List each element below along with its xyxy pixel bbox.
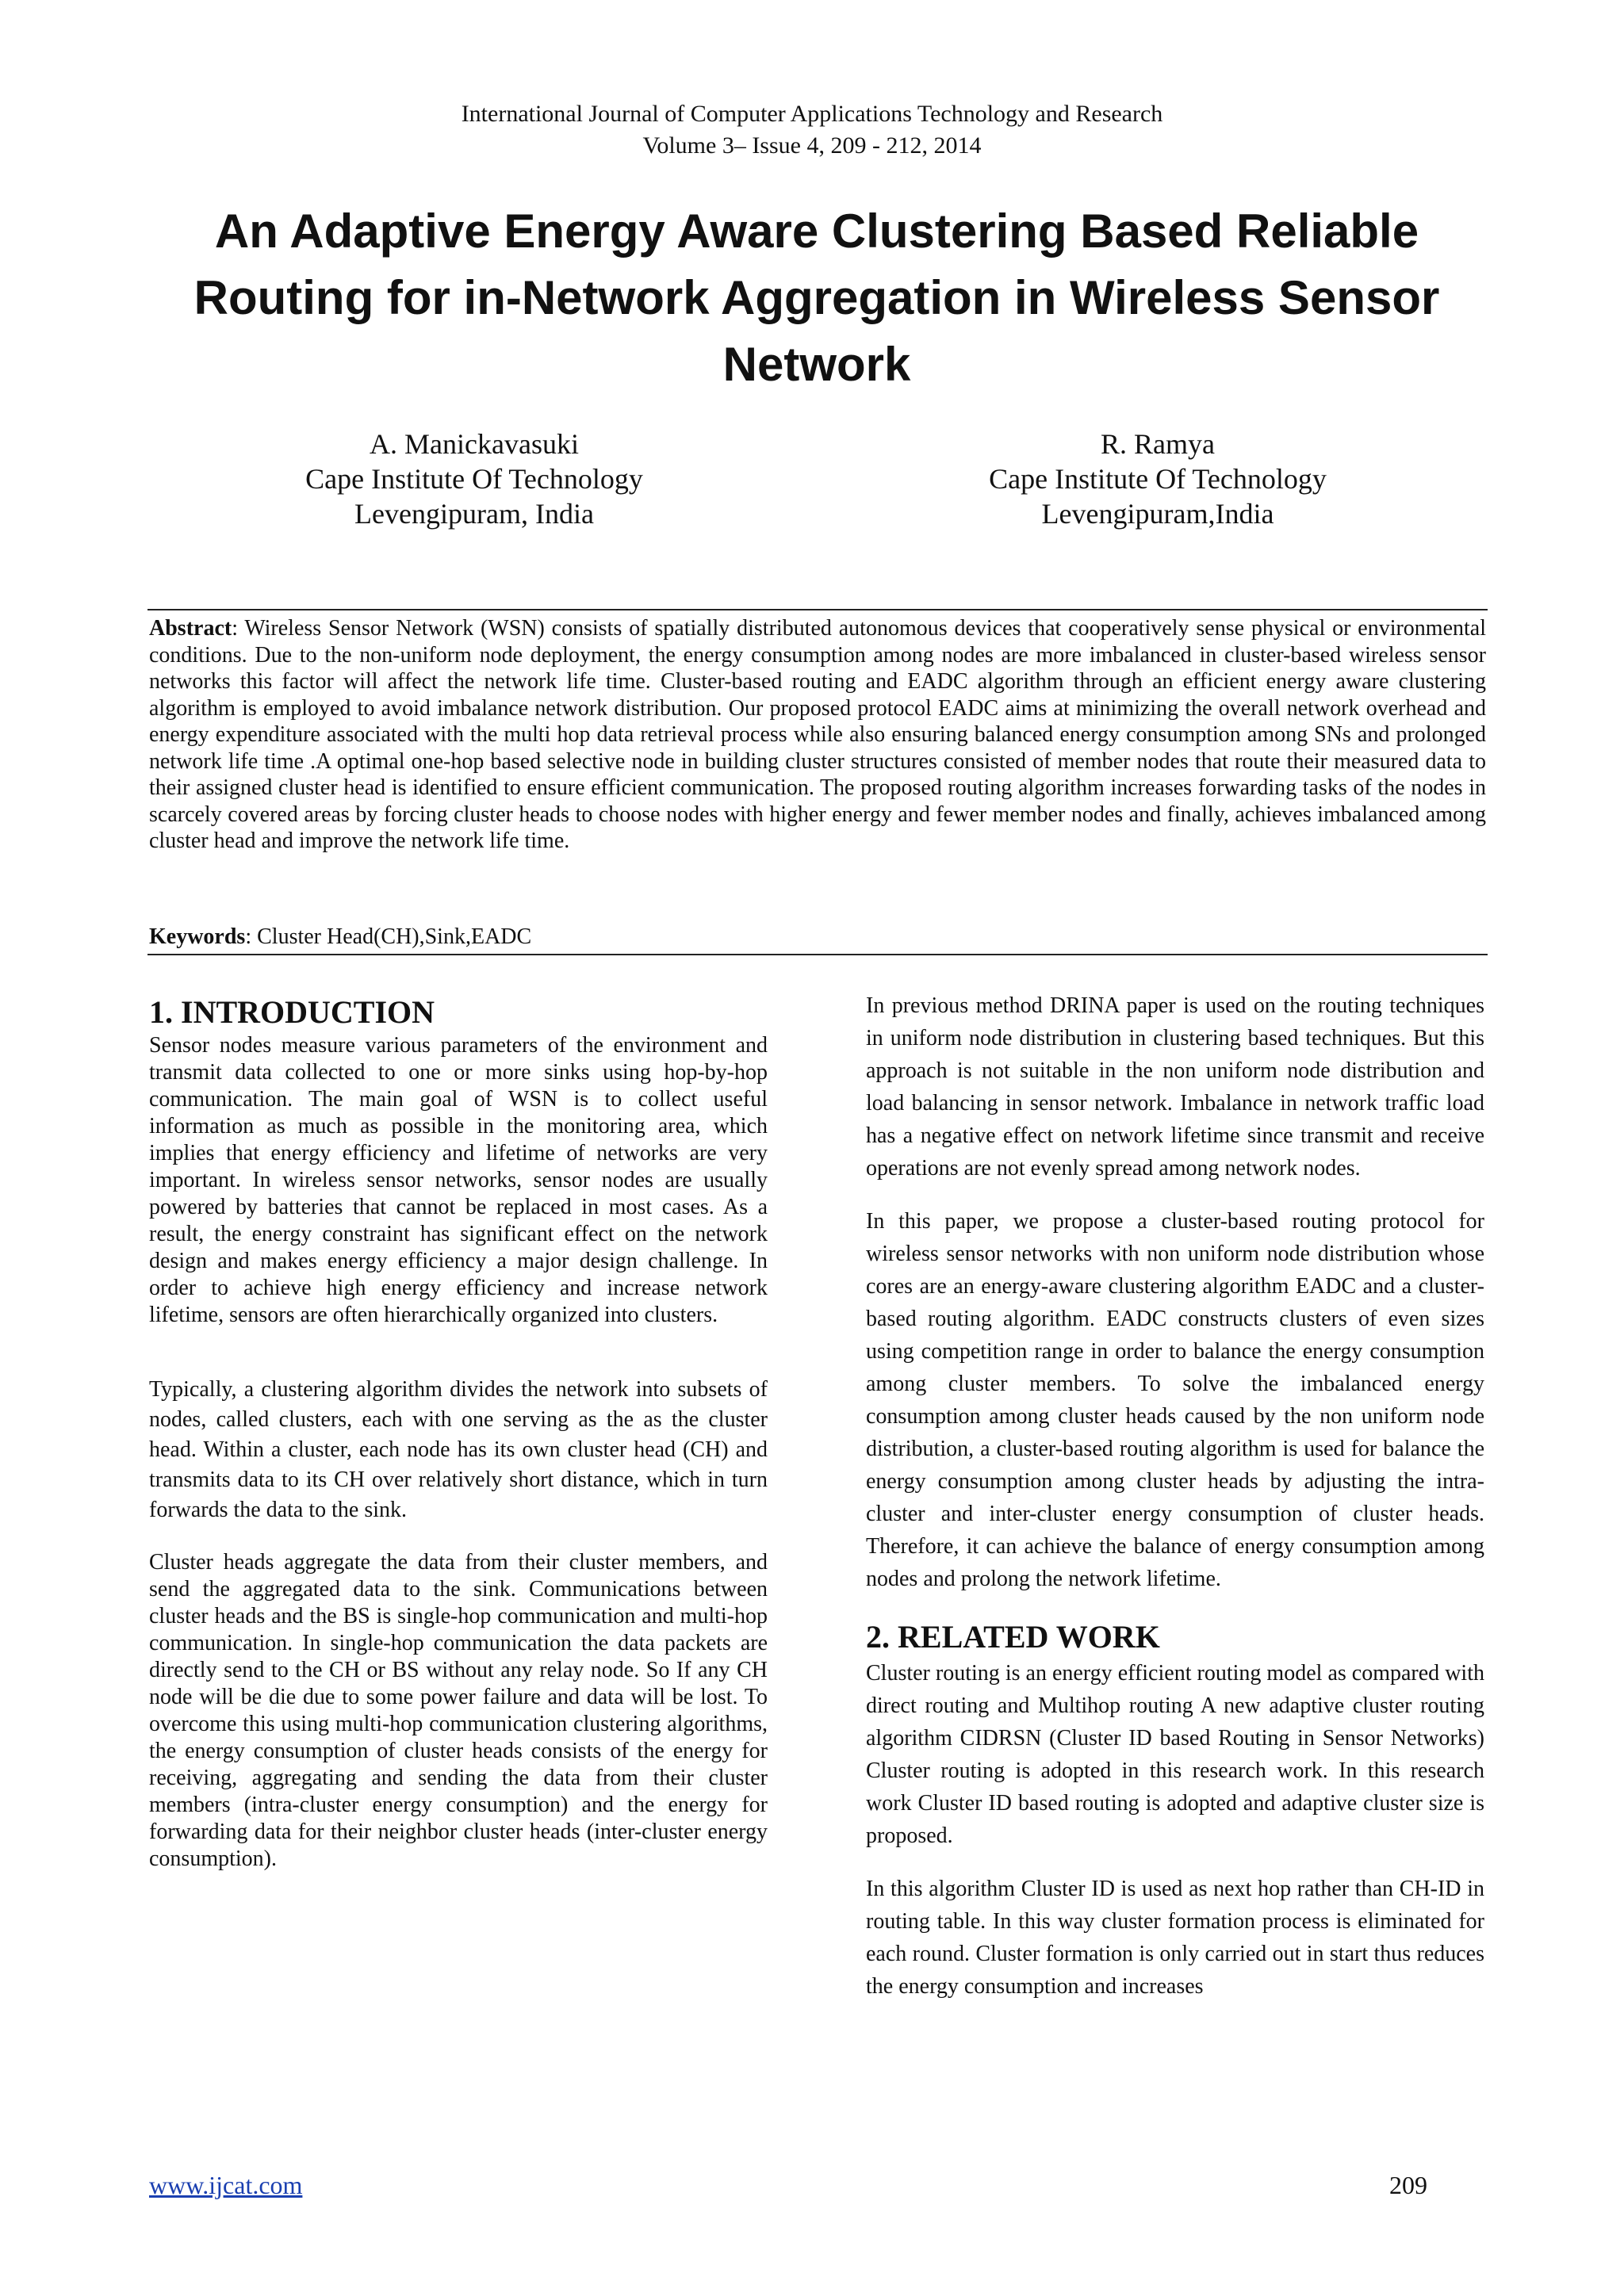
author-name: R. Ramya bbox=[1101, 428, 1215, 460]
page-number: 209 bbox=[1389, 2171, 1427, 2199]
author-location: Levengipuram,India bbox=[1041, 498, 1274, 530]
keywords-text: : Cluster Head(CH),Sink,EADC bbox=[245, 924, 532, 949]
journal-website-link[interactable]: www.ijcat.com bbox=[149, 2171, 303, 2199]
abstract-text: : Wireless Sensor Network (WSN) consists of spatially distributed autonomous devices that cooperatively sense physical or environmental conditions. Due to the non-uniform node deployment, the energy consumption among nodes are more imbalanced in cluster-based wireless sensor networks this factor will affect the network life time. Cluster-based routing and EADC algorithm through an efficient energy aware clustering algorithm is employed to avoid imbalance network distribution. Our proposed protocol EADC aims at minimizing the overall network overhead and energy expenditure associated with the multi hop data retrieval process while also ensuring balanced energy consumption among SNs and prolonged network life time .A optimal one-hop based selective node in building cluster structures consisted of member nodes that route their measured data to their assigned cluster head is identified to ensure efficient communication. The proposed routing algorithm increases forwarding tasks of the nodes in scarcely covered areas by forcing cluster heads to choose nodes with higher energy and fewer member nodes and finally, achieves imbalanced among cluster head and improve the network life time. bbox=[149, 616, 1486, 853]
paragraph: In previous method DRINA paper is used on the routing techniques in uniform node distribution in clustering based techniques. But this approach is not suitable in the non uniform node distribution and load balancing in sensor network. Imbalance in network traffic load has a negative effect on network lifetime since transmit and receive operations are not evenly spread among network nodes. bbox=[866, 993, 1484, 1181]
paragraph: In this paper, we propose a cluster-based routing protocol for wireless sensor networks with non uniform node distribution whose cores are an energy-aware clustering algorithm EADC and a cluster-based routing algorithm. EADC constructs clusters of even sizes using competition range in order to balance the energy consumption among cluster members. To solve the imbalanced energy consumption among cluster heads caused by the non uniform node distribution, a cluster-based routing algorithm is used for balance the energy consumption among cluster heads by adjusting the intra-cluster and inter-cluster energy consumption of cluster heads. Therefore, it can achieve the balance of energy consumption among nodes and prolong the network lifetime. bbox=[866, 1209, 1484, 1591]
paper-title: An Adaptive Energy Aware Clustering Based Reliable Routing for in-Network Aggregation in Wireless Sensor Network bbox=[193, 205, 1440, 391]
keywords-label: Keywords bbox=[149, 924, 246, 949]
divider-bottom bbox=[147, 954, 1488, 955]
paragraph: Cluster routing is an energy efficient routing model as compared with direct routing and Multihop routing A new adaptive cluster routing algorithm CIDRSN (Cluster ID based Routing in Sensor Networks) Cluster routing is adopted in this research work. In this research work Cluster ID based routing is adopted and adaptive cluster size is proposed. bbox=[866, 1661, 1484, 1848]
abstract-label: Abstract bbox=[149, 616, 232, 641]
column-right bbox=[866, 989, 1484, 2003]
section-heading-related-work: 2. RELATED WORK bbox=[866, 1619, 1160, 1655]
author-affiliation: Cape Institute Of Technology bbox=[989, 463, 1327, 495]
paragraph: Typically, a clustering algorithm divides the network into subsets of nodes, called clusters, each with one serving as the as the cluster head. Within a cluster, each node has its own cluster head (CH) and transmits data to its CH over relatively short distance, which in turn forwards the data to the sink. bbox=[149, 1377, 768, 1522]
section-heading-introduction: 1. INTRODUCTION bbox=[149, 994, 435, 1030]
divider-top bbox=[147, 609, 1488, 610]
keywords bbox=[149, 924, 531, 951]
author-name: A. Manickavasuki bbox=[370, 428, 579, 460]
paragraph: Sensor nodes measure various parameters of the environment and transmit data collected to one or more sinks using hop-by-hop communication. The main goal of WSN is to collect useful information as much as possible in the monitoring area, which implies that energy efficiency and lifetime of networks are very important. In wireless sensor networks, sensor nodes are usually powered by batteries that cannot be replaced in most cases. As a result, the energy constraint has significant effect on the network design and makes energy efficiency a major design challenge. In order to achieve high energy efficiency and increase network lifetime, sensors are often hierarchically organized into clusters. bbox=[149, 1033, 768, 1327]
column-left bbox=[149, 993, 768, 1873]
author-affiliation: Cape Institute Of Technology bbox=[305, 463, 643, 495]
author-block-2 bbox=[880, 427, 1435, 531]
journal-volume: Volume 3– Issue 4, 209 - 212, 2014 bbox=[642, 132, 982, 159]
author-location: Levengipuram, India bbox=[354, 498, 594, 530]
author-block-1 bbox=[197, 427, 752, 531]
journal-name: International Journal of Computer Applications Technology and Research bbox=[461, 101, 1163, 127]
paragraph: Cluster heads aggregate the data from their cluster members, and send the aggregated data to the sink. Communications between cluster heads and the BS is single-hop communication and multi-hop communication. In single-hop communication the data packets are directly send to the CH or BS without any relay node. So If any CH node will be die due to some power failure and data will be lost. To overcome this using multi-hop communication clustering algorithms, the energy consumption of cluster heads consists of the energy for receiving, aggregating and sending the data from their cluster members (intra-cluster energy consumption) and the energy for forwarding data for their neighbor cluster heads (inter-cluster energy consumption). bbox=[149, 1550, 768, 1871]
paragraph: In this algorithm Cluster ID is used as next hop rather than CH-ID in routing table. In this way cluster formation process is eliminated for each round. Cluster formation is only carried out in start thus reduces the energy consumption and increases bbox=[866, 1877, 1484, 1999]
abstract bbox=[149, 615, 1486, 855]
